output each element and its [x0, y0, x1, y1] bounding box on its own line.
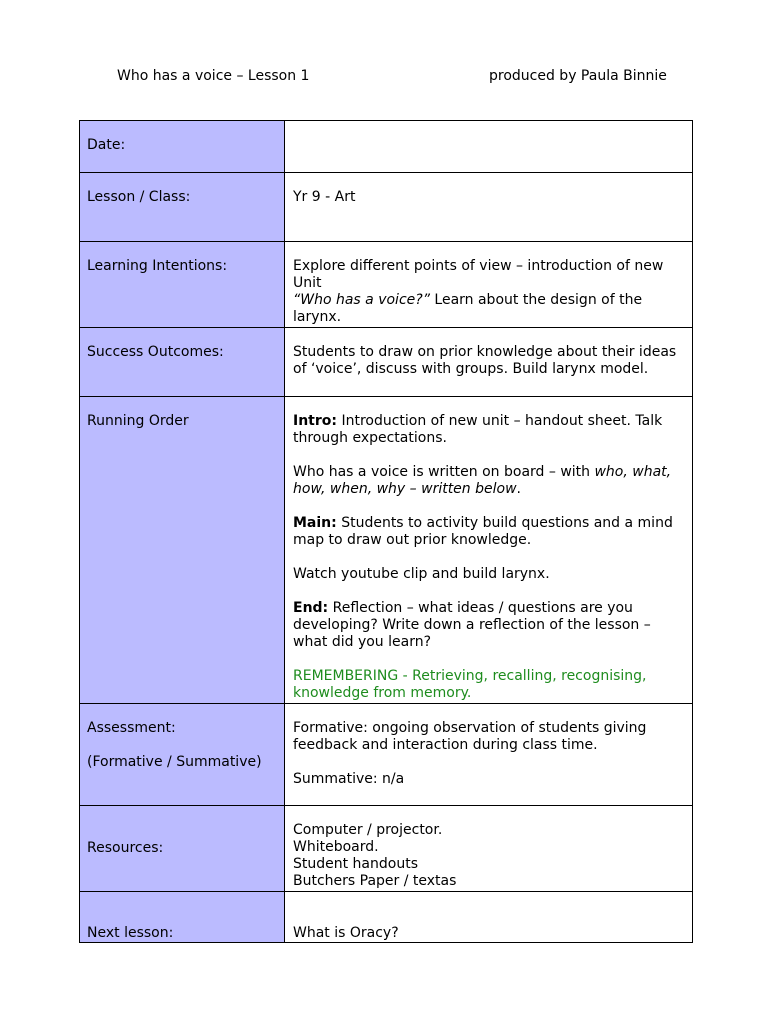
- label-lesson-class: Lesson / Class:: [80, 173, 285, 242]
- lesson-title: Who has a voice – Lesson 1: [117, 68, 310, 84]
- row-next-lesson: [80, 892, 693, 943]
- row-date: [80, 121, 693, 173]
- author-credit: produced by Paula Binnie: [489, 68, 667, 84]
- value-date: [285, 121, 693, 173]
- label-success-outcomes: Success Outcomes:: [80, 328, 285, 397]
- row-success-outcomes: [80, 328, 693, 397]
- row-lesson-class: [80, 173, 693, 242]
- resource-item: Student handouts: [293, 856, 418, 872]
- value-success-outcomes: Students to draw on prior knowledge about their ideas of ‘voice’, discuss with groups. Build larynx model.: [285, 328, 693, 397]
- label-date: Date:: [80, 121, 285, 173]
- value-resources: [285, 806, 693, 892]
- resource-item: Butchers Paper / textas: [293, 873, 457, 889]
- row-resources: [80, 806, 693, 892]
- label-resources: Resources:: [80, 806, 285, 892]
- value-lesson-class: Yr 9 - Art: [285, 173, 693, 242]
- label-running-order: Running Order: [80, 397, 285, 704]
- value-learning-intentions: Explore different points of view – introduction of new Unit “Who has a voice?” Learn about the design of the larynx.: [285, 242, 693, 328]
- label-next-lesson: Next lesson:: [80, 892, 285, 943]
- value-next-lesson: What is Oracy?: [285, 892, 693, 943]
- label-learning-intentions: Learning Intentions:: [80, 242, 285, 328]
- row-assessment: [80, 704, 693, 806]
- value-running-order: Intro: Introduction of new unit – handout sheet. Talk through expectations. Who has a voice is written on board – with who, what, how, when, why – written below. Main: Students to activity build questions and a mind map to draw out prior knowledge. Watch youtube clip and build larynx. End: Reflection – what ideas / questions are you developing? Write down a reflection of the lesson – what did you learn? REMEMBERING - Retrieving, recalling, recognising, knowledge from memory.: [285, 397, 693, 704]
- lesson-plan-table: [79, 120, 693, 943]
- label-assessment: Assessment: (Formative / Summative): [80, 704, 285, 806]
- document-header: [117, 68, 677, 85]
- row-learning-intentions: [80, 242, 693, 328]
- resource-item: Whiteboard.: [293, 839, 379, 855]
- row-running-order: [80, 397, 693, 704]
- resource-item: Computer / projector.: [293, 822, 443, 838]
- value-assessment: Formative: ongoing observation of students giving feedback and interaction during class time. Summative: n/a: [285, 704, 693, 806]
- remembering-note: REMEMBERING - Retrieving, recalling, recognising, knowledge from memory.: [293, 668, 647, 701]
